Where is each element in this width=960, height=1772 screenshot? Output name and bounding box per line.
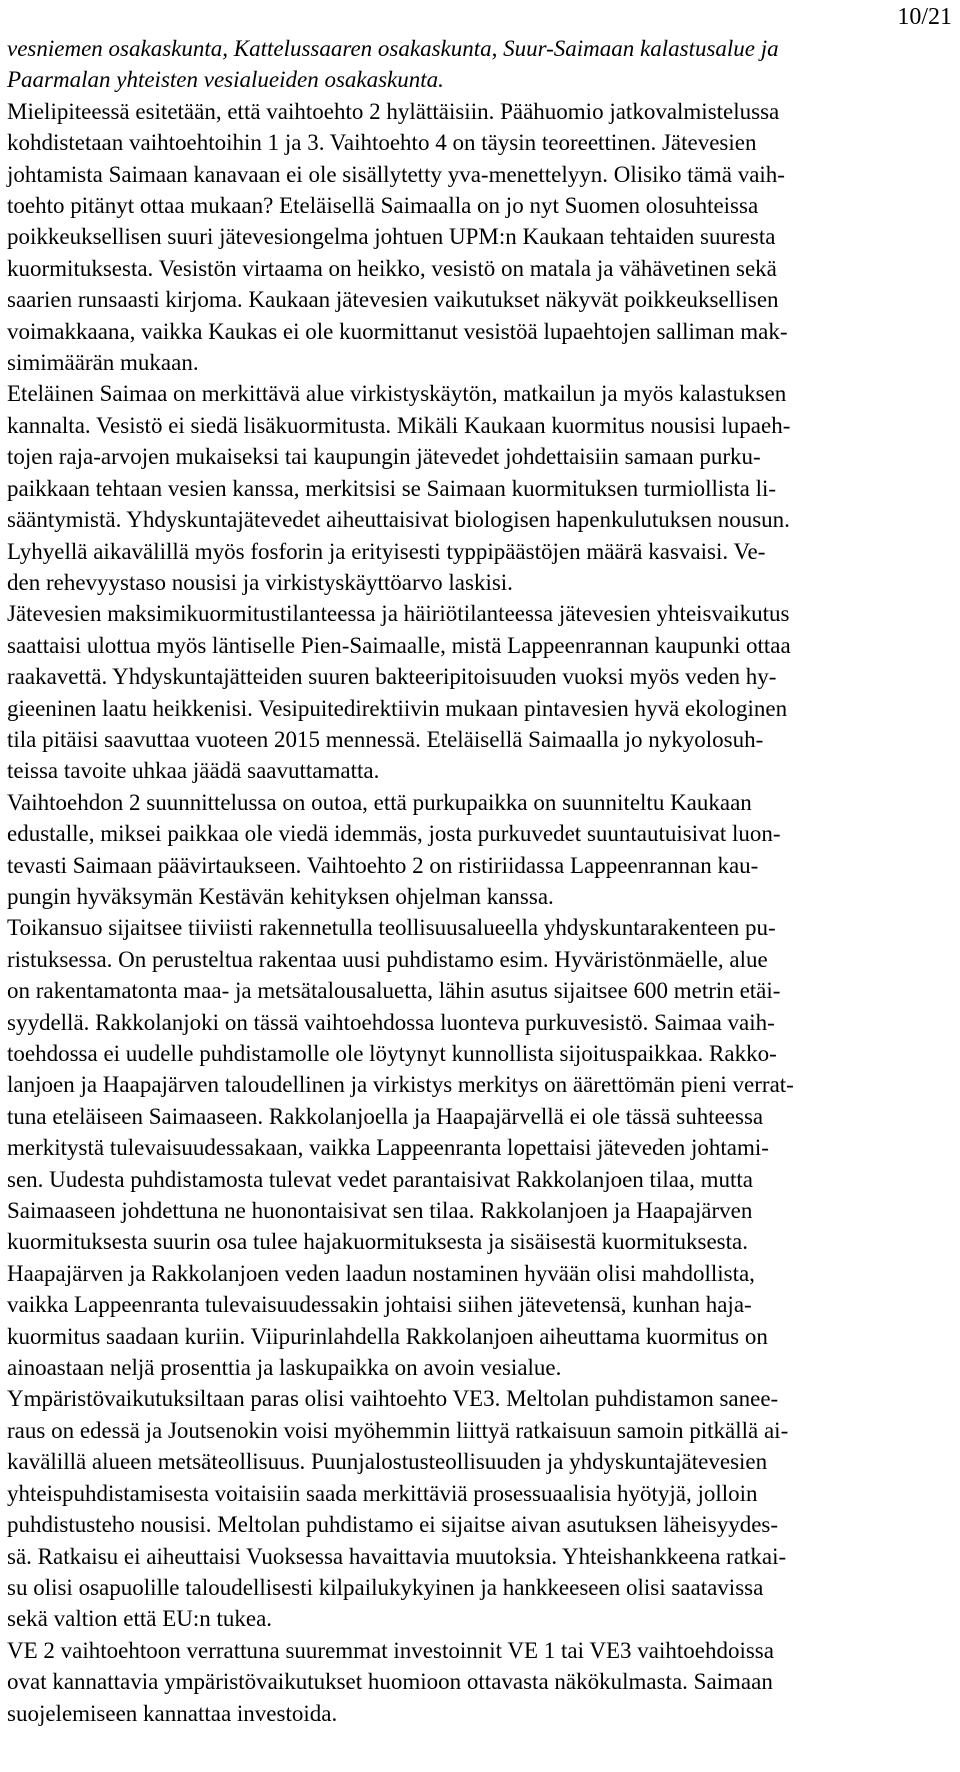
text-line: den rehevyystaso nousisi ja virkistyskäyttöarvo laskisi.	[7, 569, 513, 595]
text-line: vaikka Lappeenranta tulevaisuudessakin johtaisi siihen jätevetensä, kunhan haja-	[7, 1292, 752, 1318]
text-line: suojelemiseen kannattaa investoida.	[7, 1700, 338, 1726]
text-line: Ympäristövaikutuksiltaan paras olisi vaihtoehto VE3. Meltolan puhdistamon saneе-	[7, 1386, 779, 1412]
text-line: poikkeuksellisen suuri jätevesiongelma johtuen UPM:n Kaukaan tehtaiden suuresta	[7, 224, 776, 250]
text-line: yhteispuhdistamisesta voitaisiin saada merkittäviä prosessuaalisia hyötyjä, jolloin	[7, 1480, 758, 1506]
text-line: kuormituksesta. Vesistön virtaama on heikko, vesistö on matala ja vähävetinen sekä	[7, 255, 777, 281]
text-line: kannalta. Vesistö ei siedä lisäkuormitusta. Mikäli Kaukaan kuormitus nousisi lupaeh-	[7, 412, 791, 438]
page-number: 10/21	[897, 4, 952, 30]
text-line: voimakkaana, vaikka Kaukas ei ole kuormittanut vesistöä lupaehtojen salliman mak-	[7, 318, 788, 344]
text-line: kohdistetaan vaihtoehtoihin 1 ja 3. Vaihtoehto 4 on täysin teoreettinen. Jätevesien	[7, 130, 757, 156]
text-line: Toikansuo sijaitsee tiiviisti rakennetulla teollisuusalueella yhdyskuntarakenteen pu-	[7, 915, 776, 941]
text-line: toehdossa ei uudelle puhdistamolle ole löytynyt kunnollista sijoituspaikkaa. Rakko-	[7, 1041, 777, 1066]
text-line: kavälillä alueen metsäteollisuus. Puunjalostusteollisuuden ja yhdyskuntajätevesien	[7, 1449, 768, 1475]
text-line: Haapajärven ja Rakkolanjoen veden laadun nostaminen hyvään olisi mahdollista,	[7, 1260, 755, 1286]
text-line: tojen raja-arvojen mukaiseksi tai kaupungin jätevedet johdettaisiin samaan purku-	[7, 444, 761, 470]
text-line: pungin hyväksymän Kestävän kehityksen ohjelman kanssa.	[7, 883, 554, 909]
text-line: lanjoen ja Haapajärven taloudellinen ja virkistys merkitys on äärettömän pieni verrat-	[7, 1072, 794, 1098]
text-line: ainoastaan neljä prosenttia ja laskupaikka on avoin vesialue.	[7, 1355, 562, 1381]
text-line: saattaisi ulottua myös läntiselle Pien-Saimaalle, mistä Lappeenrannan kaupunki ottaa	[7, 632, 791, 658]
text-line: sen. Uudesta puhdistamosta tulevat vedet parantaisivat Rakkolanjoen tilaa, mutta	[7, 1166, 754, 1192]
text-line: ristuksessa. On perusteltua rakentaa uusi puhdistamo esim. Hyväristönmäelle, alue	[7, 946, 768, 972]
text-line: Mielipiteessä esitetään, että vaihtoehto 2 hylättäisiin. Päähuomio jatkovalmistelussa	[7, 98, 780, 124]
text-line: vesniemen osakaskunta, Kattelussaaren osakaskunta, Suur-Saimaan kalastusalue ja	[7, 36, 779, 61]
text-line: johtamista Saimaan kanavaan ei ole sisällytetty yva-menettelyyn. Olisiko tämä vaih-	[7, 161, 785, 187]
text-line: puhdistusteho nousisi. Meltolan puhdistamo ei sijaitse aivan asutuksen läheisyydes-	[7, 1512, 779, 1538]
text-line: sääntymistä. Yhdyskuntajätevedet aiheuttaisivat biologisen hapenkulutuksen nousun.	[7, 507, 790, 533]
text-line: tila pitäisi saavuttaa vuoteen 2015 mennessä. Eteläisellä Saimaalla jo nykyolosuh-	[7, 726, 764, 752]
text-line: Lyhyellä aikavälillä myös fosforin ja erityisesti typpipäästöjen määrä kasvaisi. Ve-	[7, 538, 766, 564]
text-line: ovat kannattavia ympäristövaikutukset huomioon ottavasta näkökulmasta. Saimaan	[7, 1669, 773, 1695]
text-line: VE 2 vaihtoehtoon verrattuna suuremmat investoinnit VE 1 tai VE3 vaihtoehdoissa	[7, 1637, 774, 1663]
text-line: teissa tavoite uhkaa jäädä saavuttamatta.	[7, 758, 380, 784]
text-line: Jätevesien maksimikuormitustilanteessa ja häiriötilanteessa jätevesien yhteisvaikutus	[7, 601, 790, 627]
text-line: su olisi osapuolille taloudellisesti kilpailukykyinen ja hankkeeseen olisi saatavissa	[7, 1574, 764, 1600]
text-line: Eteläinen Saimaa on merkittävä alue virkistyskäytön, matkailun ja myös kalastuksen	[7, 381, 787, 407]
text-line: kuormitus saadaan kuriin. Viipurinlahdella Rakkolanjoen aiheuttama kuormitus on	[7, 1323, 768, 1349]
text-line: kuormituksesta suurin osa tulee hajakuormituksesta ja sisäisestä kuormituksesta.	[7, 1229, 748, 1255]
text-line: raus on edessä ja Joutsenokin voisi myöhemmin liittyä ratkaisuun samoin pitkällä ai-	[7, 1417, 789, 1443]
text-line: on rakentamatonta maa- ja metsätalousaluetta, lähin asutus sijaitsee 600 metrin etäi-	[7, 978, 781, 1004]
text-line: sä. Ratkaisu ei aiheuttaisi Vuoksessa havaittavia muutoksia. Yhteishankkeena ratkai-	[7, 1543, 787, 1569]
text-line: Vaihtoehdon 2 suunnittelussa on outoa, että purkupaikka on suunniteltu Kaukaan	[7, 789, 752, 815]
document-body	[7, 33, 947, 1729]
text-line: Paarmalan yhteisten vesialueiden osakaskunta.	[7, 67, 444, 93]
text-line: gieeninen laatu heikkenisi. Vesipuitedirektiivin mukaan pintavesien hyvä ekologinen	[7, 695, 788, 721]
text-line: sekä valtion että EU:n tukea.	[7, 1606, 273, 1632]
text-line: Saimaaseen johdettuna ne huonontaisivat sen tilaa. Rakkolanjoen ja Haapajärven	[7, 1198, 753, 1224]
text-line: saarien runsaasti kirjoma. Kaukaan jätevesien vaikutukset näkyvät poikkeuksellisen	[7, 287, 779, 313]
text-line: toehto pitänyt ottaa mukaan? Eteläisellä Saimaalla on jo nyt Suomen olosuhteissa	[7, 193, 759, 219]
text-line: paikkaan tehtaan vesien kanssa, merkitsisi se Saimaan kuormituksen turmiollista li-	[7, 475, 777, 501]
text-line: merkitystä tulevaisuudessakaan, vaikka Lappeenranta lopettaisi jäteveden johtami-	[7, 1135, 769, 1161]
text-line: simimäärän mukaan.	[7, 350, 199, 376]
text-line: raakavettä. Yhdyskuntajätteiden suuren bakteeripitoisuuden vuoksi myös veden hy-	[7, 664, 777, 690]
text-line: syydellä. Rakkolanjoki on tässä vaihtoehdossa luonteva purkuvesistö. Saimaa vaih-	[7, 1009, 775, 1035]
text-line: edustalle, miksei paikkaa ole viedä idemmäs, josta purkuvedet suuntautuisivat luon-	[7, 821, 781, 847]
text-line: tuna eteläiseen Saimaaseen. Rakkolanjoella ja Haapajärvellä ei ole tässä suhteessa	[7, 1103, 764, 1129]
text-line: tevasti Saimaan päävirtaukseen. Vaihtoehto 2 on ristiriidassa Lappeenrannan kau-	[7, 852, 759, 878]
